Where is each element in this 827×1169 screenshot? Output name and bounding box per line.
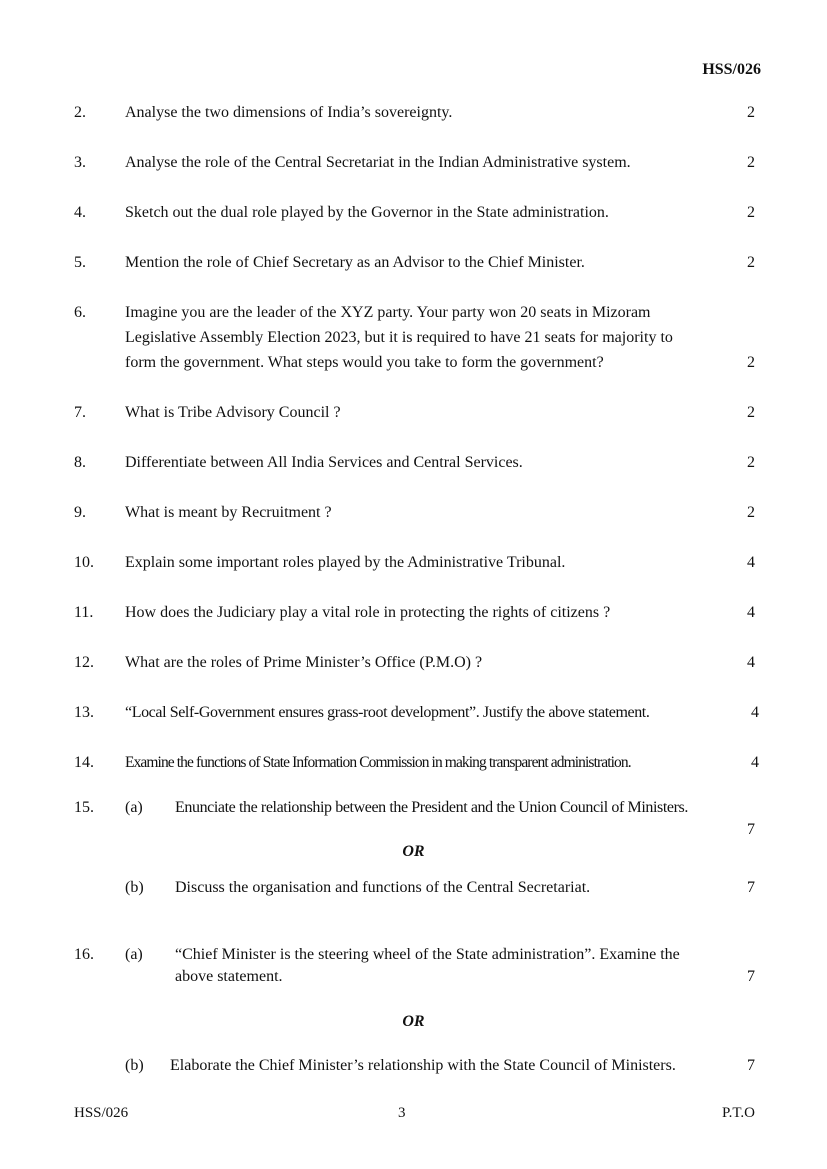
question-text: Differentiate between All India Services and Central Services. xyxy=(125,454,523,471)
question-marks: 2 xyxy=(747,204,755,221)
question-text: What is meant by Recruitment ? xyxy=(125,504,332,521)
question-marks: 2 xyxy=(747,104,755,121)
question-text: Analyse the two dimensions of India’s sovereignty. xyxy=(125,104,453,121)
question-number: 13. xyxy=(74,704,94,721)
question-text: What is Tribe Advisory Council ? xyxy=(125,404,341,421)
question-text: What are the roles of Prime Minister’s Office (P.M.O) ? xyxy=(125,654,483,671)
question-number: 11. xyxy=(74,604,94,621)
question-marks: 2 xyxy=(747,454,755,471)
subpart-label: (a) xyxy=(125,799,143,816)
question-marks: 2 xyxy=(747,154,755,171)
question-text-line: Imagine you are the leader of the XYZ party. Your party won 20 seats in Mizoram xyxy=(125,304,651,321)
question-marks: 2 xyxy=(747,404,755,421)
subpart-text: Discuss the organisation and functions of the Central Secretariat. xyxy=(175,879,591,896)
subpart-marks: 7 xyxy=(747,968,755,985)
subpart-marks: 7 xyxy=(747,821,755,838)
question-marks: 4 xyxy=(747,554,755,571)
pto-label: P.T.O xyxy=(721,1105,755,1121)
question-number: 10. xyxy=(74,554,94,571)
question-marks: 2 xyxy=(747,504,755,521)
subpart-marks: 7 xyxy=(747,879,755,896)
question-marks: 4 xyxy=(747,604,755,621)
question-number: 7. xyxy=(74,404,86,421)
question-marks: 2 xyxy=(747,354,755,371)
question-number: 9. xyxy=(74,504,86,521)
question-marks: 4 xyxy=(751,754,759,771)
question-text-line: form the government. What steps would you take to form the government? xyxy=(125,354,604,371)
question-number: 16. xyxy=(74,946,94,963)
subpart-label: (a) xyxy=(125,946,143,963)
subpart-label: (b) xyxy=(125,1057,144,1074)
question-number: 15. xyxy=(74,799,94,816)
header-code: HSS/026 xyxy=(702,61,761,78)
subpart-text-line: “Chief Minister is the steering wheel of the State administration”. Examine the xyxy=(175,946,680,963)
subpart-text-line: above statement. xyxy=(175,968,283,985)
question-text: Analyse the role of the Central Secretariat in the Indian Administrative system. xyxy=(125,154,631,171)
or-separator: OR xyxy=(402,1013,425,1030)
subpart-text: Elaborate the Chief Minister’s relationship with the State Council of Ministers. xyxy=(170,1057,676,1074)
question-text: “Local Self-Government ensures grass-root development”. Justify the above statement. xyxy=(125,704,650,721)
question-text: How does the Judiciary play a vital role in protecting the rights of citizens ? xyxy=(125,604,611,621)
question-number: 6. xyxy=(74,304,86,321)
subpart-label: (b) xyxy=(125,879,144,896)
question-text: Mention the role of Chief Secretary as an Advisor to the Chief Minister. xyxy=(125,254,585,271)
subpart-marks: 7 xyxy=(747,1057,755,1074)
subpart-text: Enunciate the relationship between the President and the Union Council of Ministers. xyxy=(175,799,688,816)
question-number: 8. xyxy=(74,454,86,471)
question-text: Examine the functions of State Information Commission in making transparent administration. xyxy=(125,754,631,771)
question-text: Explain some important roles played by the Administrative Tribunal. xyxy=(125,554,566,571)
question-number: 4. xyxy=(74,204,86,221)
question-number: 14. xyxy=(74,754,94,771)
question-text-line: Legislative Assembly Election 2023, but it is required to have 21 seats for majority to xyxy=(125,329,673,346)
question-marks: 4 xyxy=(747,654,755,671)
footer-code: HSS/026 xyxy=(74,1105,129,1121)
question-text: Sketch out the dual role played by the Governor in the State administration. xyxy=(125,204,609,221)
question-marks: 4 xyxy=(751,704,759,721)
question-number: 5. xyxy=(74,254,86,271)
question-number: 12. xyxy=(74,654,94,671)
question-number: 3. xyxy=(74,154,86,171)
or-separator: OR xyxy=(402,843,425,860)
question-number: 2. xyxy=(74,104,86,121)
question-marks: 2 xyxy=(747,254,755,271)
page-number: 3 xyxy=(398,1105,406,1121)
